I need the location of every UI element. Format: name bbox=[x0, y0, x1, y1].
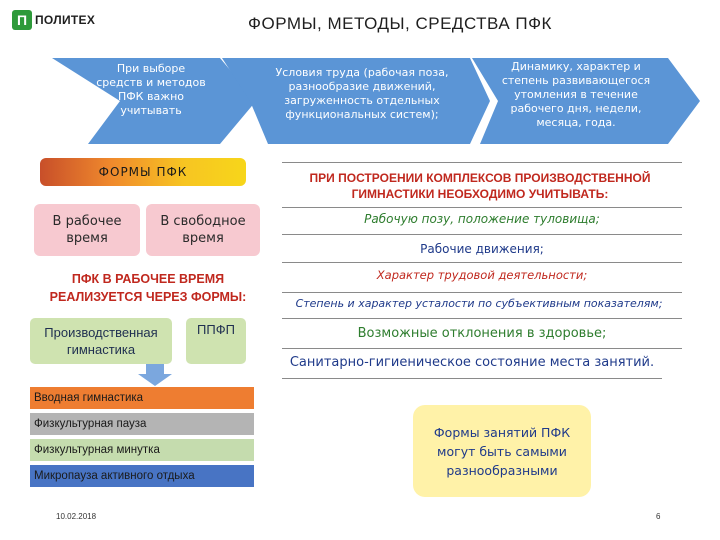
down-arrow-icon bbox=[138, 364, 172, 386]
list-item-pe-minute: Физкультурная минутка bbox=[30, 439, 254, 462]
exercises-requirements-heading: ПРИ ПОСТРОЕНИИ КОМПЛЕКСОВ ПРОИЗВОДСТВЕННОЙ ГИМНАСТИКИ НЕОБХОДИМО УЧИТЫВАТЬ: bbox=[309, 171, 651, 201]
list-item-micropause: Микропауза активного отдыха bbox=[30, 465, 254, 488]
forms-pfk-bar: ФОРМЫ ПФК bbox=[40, 158, 246, 186]
requirement-work-character: Характер трудовой деятельности; bbox=[376, 268, 588, 282]
divider bbox=[282, 234, 682, 235]
free-time-box: В свободное время bbox=[146, 204, 260, 256]
slide-title: ФОРМЫ, МЕТОДЫ, СРЕДСТВА ПФК bbox=[248, 14, 552, 33]
divider bbox=[282, 378, 662, 379]
list-item-pe-pause: Физкультурная пауза bbox=[30, 413, 254, 436]
divider bbox=[282, 207, 682, 208]
gymnastics-box: Производственная гимнастика bbox=[30, 318, 172, 364]
divider bbox=[282, 162, 682, 163]
divider bbox=[282, 348, 682, 349]
requirement-health-deviations: Возможные отклонения в здоровье; bbox=[357, 326, 607, 341]
divider bbox=[282, 292, 682, 293]
gymnastics-types-list bbox=[30, 387, 250, 491]
logo-name: ПОЛИТЕХ bbox=[35, 13, 96, 27]
work-time-forms-heading: ПФК В РАБОЧЕЕ ВРЕМЯ РЕАЛИЗУЕТСЯ ЧЕРЕЗ ФОРМЫ: bbox=[49, 272, 247, 304]
work-time-box: В рабочее время bbox=[34, 204, 140, 256]
requirement-work-posture: Рабочую позу, положение туловища; bbox=[364, 212, 600, 226]
chevron-1-text: При выборе средств и методов ПФК важно учитывать bbox=[96, 62, 206, 117]
divider bbox=[282, 262, 682, 263]
divider bbox=[282, 318, 682, 319]
page-number: 6 bbox=[656, 512, 661, 521]
chevron-2-text: Условия труда (рабочая поза, разнообразие движений, загруженность отдельных функциональных систем); bbox=[275, 66, 449, 121]
footer-date: 10.02.2018 bbox=[56, 512, 97, 521]
requirement-work-movements: Рабочие движения; bbox=[420, 242, 544, 256]
logo-mark: П bbox=[12, 10, 32, 30]
list-item-intro-gymnastics: Вводная гимнастика bbox=[30, 387, 254, 410]
chevron-3-text: Динамику, характер и степень развивающегося утомления в течение рабочего дня, недели, месяца, года. bbox=[501, 60, 651, 129]
note-box: Формы занятий ПФК могут быть самыми разнообразными bbox=[413, 405, 591, 497]
requirement-sanitary-state: Санитарно-гигиеническое состояние места занятий. bbox=[289, 355, 655, 370]
ppfp-box: ППФП bbox=[186, 318, 246, 364]
requirement-fatigue: Степень и характер усталости по субъективным показателям; bbox=[295, 297, 663, 310]
